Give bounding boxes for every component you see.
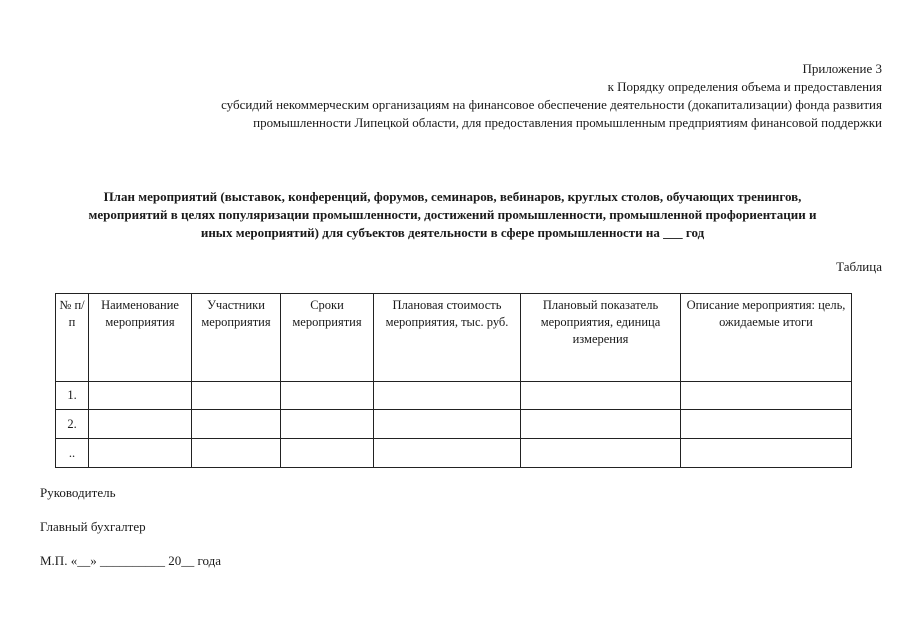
header-number: № п/п	[56, 294, 89, 382]
table-cell[interactable]	[192, 439, 281, 468]
table-cell[interactable]	[89, 382, 192, 410]
header-planned-indicator: Плановый показатель мероприятия, единица измерения	[521, 294, 681, 382]
table-row	[56, 439, 852, 468]
title-line: иных мероприятий) для субъектов деятельности в сфере промышленности на ___ год	[200, 225, 705, 240]
appendix-number: Приложение 3	[802, 61, 882, 76]
row-number-cell: ..	[56, 439, 89, 468]
table-cell[interactable]	[281, 382, 374, 410]
row-number-cell: 2.	[56, 410, 89, 439]
header-planned-cost: Плановая стоимость мероприятия, тыс. руб.	[374, 294, 521, 382]
table-cell[interactable]	[89, 410, 192, 439]
table-cell[interactable]	[281, 439, 374, 468]
table-cell[interactable]	[374, 439, 521, 468]
table-cell[interactable]	[374, 382, 521, 410]
document-title	[20, 188, 885, 242]
table-cell[interactable]	[521, 382, 681, 410]
header-description: Описание мероприятия: цель, ожидаемые итоги	[681, 294, 852, 382]
appendix-line: к Порядку определения объема и предоставления	[607, 79, 882, 94]
header-participants: Участники мероприятия	[192, 294, 281, 382]
table-cell[interactable]	[192, 382, 281, 410]
table-cell[interactable]	[521, 439, 681, 468]
events-plan-table	[55, 293, 852, 468]
title-line: мероприятий в целях популяризации промышленности, достижений промышленности, промышленной профориентации и	[88, 207, 817, 222]
table-cell[interactable]	[281, 410, 374, 439]
title-line: План мероприятий (выставок, конференций, форумов, семинаров, вебинаров, круглых столов, обучающих тренингов,	[103, 189, 802, 204]
table-cell[interactable]	[89, 439, 192, 468]
header-dates: Сроки мероприятия	[281, 294, 374, 382]
table-cell[interactable]	[681, 439, 852, 468]
table-cell[interactable]	[192, 410, 281, 439]
signature-chief-accountant: Главный бухгалтер	[40, 519, 146, 534]
appendix-header	[62, 60, 882, 132]
signature-head: Руководитель	[40, 485, 116, 500]
signature-seal-date: М.П. «__» __________ 20__ года	[40, 553, 221, 568]
table-header-row	[56, 294, 852, 382]
table-cell[interactable]	[681, 382, 852, 410]
header-event-name: Наименование мероприятия	[89, 294, 192, 382]
table-cell[interactable]	[681, 410, 852, 439]
appendix-line: субсидий некоммерческим организациям на финансовое обеспечение деятельности (докапитализации) фонда развития	[221, 97, 882, 112]
row-number-cell: 1.	[56, 382, 89, 410]
table-row	[56, 382, 852, 410]
appendix-line: промышленности Липецкой области, для предоставления промышленным предприятиям финансовой поддержки	[253, 115, 882, 130]
table-row	[56, 410, 852, 439]
table-label: Таблица	[836, 259, 882, 274]
table-cell[interactable]	[374, 410, 521, 439]
table-cell[interactable]	[521, 410, 681, 439]
